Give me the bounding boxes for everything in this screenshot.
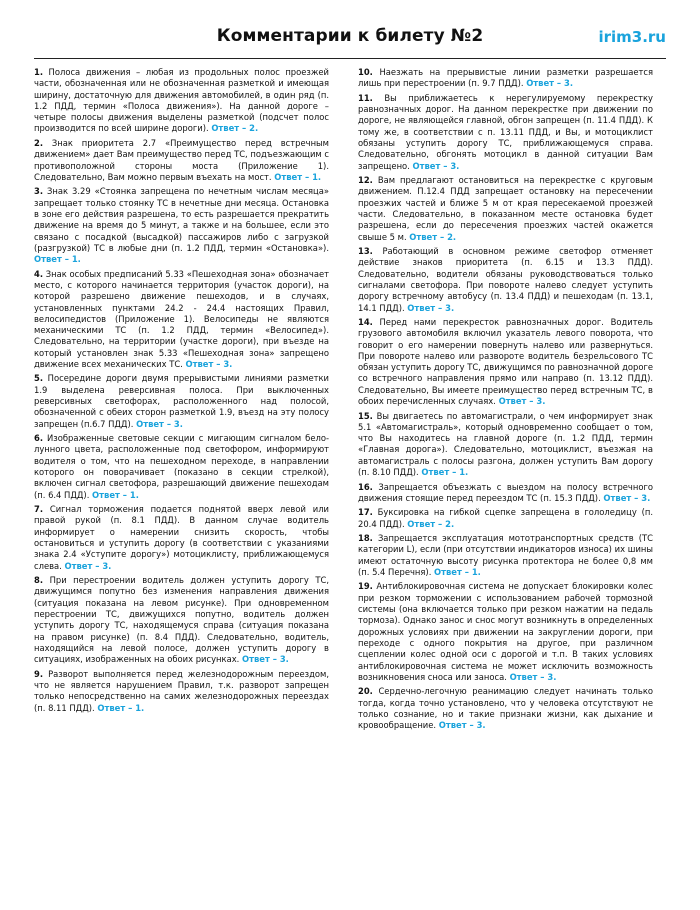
item-text: Знак особых предписаний 5.33 «Пешеходная зона» обозначает место, с которого начинается территория (участок дороги), на которой разрешено движение пешеходов, и в случаях, установленных пунктами 24.2 - 24.4 настоящих Правил, велосипедистов (Приложение 1). Велосипеды не являются механическими ТС (п. 1.2 ПДД, термин «Велосипед»). Следовательно, на территории (участке дороги), при въезде на который установлен знак 5.33 «Пешеходная зона» запрещено движение всех механических ТС.: [34, 268, 330, 369]
item-text: Перед нами перекресток равнозначных дорог. Водитель грузового автомобиля включил указатель левого поворота, что говорит о его намерении повернуть налево или развернуться. При повороте налево или развороте водитель безрельсового ТС обязан уступить дорогу ТС, движущимся по равнозначной дороге со встречного направления прямо или направо (п. 13.12 ПДД). Следовательно, Вы имеете преимущество перед встречным ТС, в обоих перечисленных случаях.: [358, 316, 653, 407]
item-number: 14.: [358, 316, 373, 327]
item-text: Запрещается объезжать с выездом на полосу встречного движения стоящие перед переездом ТС (п. 15.3 ПДД).: [358, 481, 653, 503]
header-divider: [34, 58, 666, 59]
item-text: Вам предлагают остановиться на перекрестке с круговым движением. П.12.4 ПДД запрещает остановку на пересечении проезжих частей и ближе 5 м от края пересекаемой проезжей части. Следовательно, в показанном месте остановка будет разрешена, если до пересечения проезжих частей окажется свыше 5 м.: [358, 175, 653, 242]
item-answer: Ответ – 3.: [498, 396, 546, 407]
item-number: 17.: [358, 507, 373, 518]
item-number: 20.: [358, 686, 373, 697]
item-number: 7.: [34, 504, 44, 515]
comment-item: [358, 533, 653, 578]
item-text: Наезжать на прерывистые линии разметки разрешается лишь при перестроении (п. 9.7 ПДД).: [358, 67, 653, 89]
item-answer: Ответ – 2.: [409, 231, 457, 242]
item-answer: Ответ – 3.: [242, 654, 289, 665]
right-column: [358, 67, 653, 735]
item-text: Разворот выполняется перед железнодорожным переездом, что не является нарушением Правил, т.к. разворот запрещен только непосредственно на самих железнодорожных переездах (п. 8.11 ПДД).: [34, 668, 329, 713]
item-number: 9.: [34, 668, 44, 679]
item-number: 12.: [358, 175, 373, 186]
comment-item: [358, 317, 653, 407]
item-answer: Ответ – 3.: [136, 418, 183, 429]
item-answer: Ответ – 3.: [407, 302, 455, 313]
item-answer: Ответ – 1.: [274, 171, 322, 182]
comment-item: [358, 482, 653, 505]
item-answer: Ответ – 1.: [92, 489, 139, 500]
item-text: Изображенные световые секции с мигающим сигналом бело-лунного цвета, расположенные под светофором, информируют водителя о том, что на пешеходном переходе, в направлении которого он поворачивает (показано в секции стрелкой), включен сигнал светофора, разрешающий движение пешеходам (п. 6.4 ПДД).: [34, 433, 329, 500]
item-answer: Ответ – 2.: [407, 518, 455, 529]
item-answer: Ответ – 3.: [509, 671, 557, 682]
comment-item: [358, 67, 653, 90]
left-column: [34, 67, 329, 717]
comment-item: [34, 504, 329, 572]
item-answer: Ответ – 3.: [526, 78, 574, 89]
item-number: 13.: [358, 246, 373, 257]
item-number: 4.: [34, 268, 44, 279]
item-number: 3.: [34, 186, 44, 197]
item-answer: Ответ – 1.: [434, 566, 481, 577]
comment-item: [358, 581, 653, 683]
item-text: При перестроении водитель должен уступить дорогу ТС, движущимся попутно без изменения направления движения (ситуация показана на левом рисунке). При одновременном перестроении ТС, движущихся попутно, водитель должен уступить дорогу ТС, находящемуся справа (ситуация показана на правом рисунке) (п. 8.4 ПДД). Следовательно, водитель, находящийся на левой полосе, должен уступить дорогу в ситуациях, изображенных на обоих рисунках.: [34, 575, 329, 665]
page-header: [34, 26, 666, 56]
item-text: Знак приоритета 2.7 «Преимущество перед встречным движением» дает Вам преимущество перед ТС, подъезжающим с противоположной стороны моста (Приложение 1). Следовательно, Вам можно первым въехать на мост.: [34, 137, 329, 182]
item-text: Сердечно-легочную реанимацию следует начинать только тогда, когда точно установлено, что у человека отсутствуют не только сознание, но и такие признаки жизни, как дыхание и кровообращение.: [358, 686, 653, 731]
comment-item: [34, 433, 329, 501]
item-text: Сигнал торможения подается поднятой вверх левой или правой рукой (п. 8.1 ПДД). В данном случае водитель информирует о намерении снизить скорость, чтобы остановиться и уступить дорогу (в соответствии с указаниями знака 2.4 «Уступите дорогу») мотоциклисту, приближающемуся слева.: [34, 504, 329, 571]
comment-item: [34, 186, 329, 265]
item-answer: Ответ – 1.: [421, 467, 469, 478]
item-text: Посередине дороги двумя прерывистыми линиями разметки 1.9 выделена реверсивная полоса. При выключенных реверсивных светофорах, расположенного над полосой, обозначенной с обеих сторон разметкой 1.9, въезд на эту полосу запрещен (п.6.7 ПДД).: [34, 373, 329, 429]
item-number: 10.: [358, 67, 373, 77]
item-text: Работающий в основном режиме светофор отменяет действие знаков приоритета (п. 6.15 и 13.3 ПДД). Следовательно, водители обязаны руководствоваться только сигналами светофора. При повороте налево следует уступить дорогу встречному автобусу (п. 13.4 ПДД) и пешеходам (п. 13.1, 14.1 ПДД).: [358, 246, 653, 313]
comment-item: [358, 411, 653, 479]
item-answer: Ответ – 1.: [34, 254, 81, 265]
item-answer: Ответ – 3.: [412, 160, 460, 171]
page-title: Комментарии к билету №2: [216, 26, 484, 46]
item-text: Знак 3.29 «Стоянка запрещена по нечетным числам месяца» запрещает только стоянку ТС в нечетные дни месяца. Остановка в зоне его действия разрешена, то есть разрешается прекратить движение на время до 5 минут, а также и на большее, если это связано с посадкой (высадкой) пассажиров либо с загрузкой (разгрузкой) ТС в любые дни (п. 1.2 ПДД, термин «Остановка»).: [34, 186, 329, 253]
item-number: 6.: [34, 433, 44, 444]
item-number: 11.: [358, 92, 373, 103]
item-number: 19.: [358, 581, 373, 592]
comment-item: [34, 669, 329, 714]
site-link[interactable]: irim3.ru: [598, 28, 666, 46]
item-answer: Ответ – 3.: [438, 720, 486, 731]
comment-item: [358, 93, 653, 172]
item-number: 8.: [34, 575, 44, 586]
comment-item: [358, 686, 653, 731]
item-text: Вы двигаетесь по автомагистрали, о чем информирует знак 5.1 «Автомагистраль», который одновременно сообщает о том, что Вы находитесь на главной дороге (п. 1.2 ПДД, термин «Главная дорога»). Следовательно, мотоциклист, въезжая на автомагистраль с полосы разгона, должен уступить Вам дорогу (п. 8.10 ПДД).: [358, 410, 653, 478]
item-number: 16.: [358, 481, 373, 492]
item-number: 5.: [34, 373, 44, 384]
item-text: Антиблокировочная система не допускает блокировки колес при резком торможении с использованием рабочей тормозной системы (она включается только при резком нажатии на педаль тормоза). Однако занос и снос могут возникнуть в определенных дорожных условиях при движении на закруглении дороги, при переходе с одного покрытия на другое, при различном сцеплении колес одной оси с дорогой и т.п. В таких условиях антиблокировочная система не может исключить возможность возникновения сноса или заноса.: [358, 581, 653, 682]
item-number: 18.: [358, 533, 373, 544]
comment-item: [34, 575, 329, 665]
comment-item: [358, 246, 653, 314]
item-text: Полоса движения – любая из продольных полос проезжей части, обозначенная или не обозначенная разметкой и имеющая ширину, достаточную для движения автомобилей, в один ряд (п. 1.2 ПДД, термин «Полоса движения»). На данной дороге – четыре полосы движения выделены разметкой (подсчет полос производится по всей ширине дороги).: [34, 67, 329, 134]
item-answer: Ответ – 3.: [64, 560, 112, 571]
item-text: Запрещается эксплуатация мототранспортных средств (ТС категории L), если (при отсутствии индикаторов износа) их шины имеют остаточную высоту рисунка протектора не более 0,8 мм (п. 5.4 Перечня).: [358, 533, 653, 577]
item-answer: Ответ – 1.: [97, 702, 145, 713]
comment-item: [34, 67, 329, 135]
comment-item: [34, 269, 329, 371]
comment-item: [34, 373, 329, 429]
item-text: Буксировка на гибкой сцепке запрещена в гололедицу (п. 20.4 ПДД).: [358, 507, 653, 529]
comment-item: [358, 507, 653, 530]
item-number: 1.: [34, 67, 44, 77]
comment-item: [34, 138, 329, 183]
comment-item: [358, 175, 653, 243]
item-number: 15.: [358, 410, 373, 421]
item-answer: Ответ – 3.: [603, 492, 651, 503]
item-answer: Ответ – 2.: [211, 123, 259, 134]
item-number: 2.: [34, 137, 44, 148]
item-answer: Ответ – 3.: [185, 358, 233, 369]
item-text: Вы приближаетесь к нерегулируемому перекрестку равнозначных дорог. На данном перекрестке при движении по дороге, не являющейся главной, обгон запрещен (п. 11.4 ПДД). К тому же, в соответствии с п. 13.11 ПДД, и Вы, и мотоциклист обязаны уступить дорогу ТС, приближающемуся справа. Следовательно, обгонять мотоцикл в данной ситуации Вам запрещено.: [358, 92, 653, 171]
